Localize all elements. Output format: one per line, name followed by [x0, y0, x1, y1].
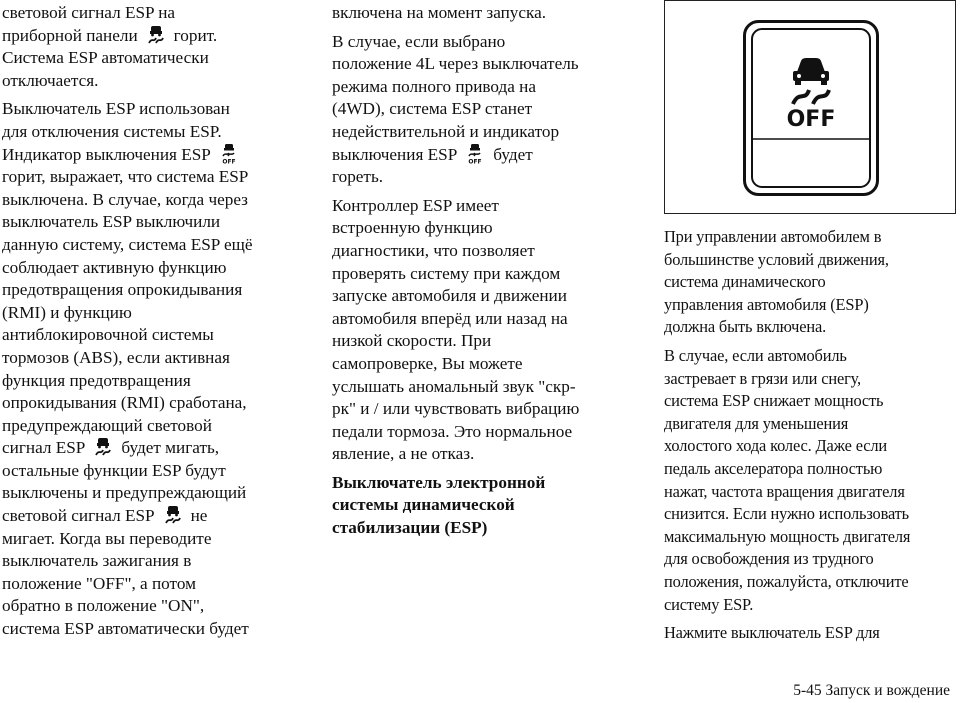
esp-warning-icon	[91, 437, 115, 457]
off-label: OFF	[786, 107, 836, 132]
section-heading: Выключатель электронной системы динамической стабилизации (ESP)	[332, 472, 546, 538]
text: В случае, если выбрано положение 4L через выключатель режима полного привода на (4WD), система ESP станет недействительной и индикатор выключения ESP	[332, 31, 579, 164]
text-column-2	[332, 2, 624, 546]
paragraph: включена на момент запуска.	[332, 3, 547, 22]
text: будет гореть.	[332, 144, 533, 187]
text: горит. Система ESP автоматически отключается.	[2, 25, 218, 90]
text-column-1	[2, 2, 302, 647]
text: не мигает. Когда вы переводите выключатель зажигания в положение "OFF", а потом обратно в положение "ON", система ESP автоматически будет	[2, 506, 249, 639]
paragraph: При управлении автомобилем в большинстве условий движения, система динамического управления автомобиля (ESP) должна быть включена.	[664, 227, 889, 337]
text: Выключатель ESP использован для отключения системы ESP. Индикатор выключения ESP	[2, 99, 230, 164]
paragraph: Нажмите выключатель ESP для	[664, 623, 880, 643]
paragraph: Контроллер ESP имеет встроенную функцию диагностики, что позволяет проверять систему при каждом запуске автомобиля и движении автомобиля вперёд или назад на низкой скорости. При самопроверке, Вы можете услышать аномальный звук "скр- рк" и / или чувствовать вибрацию педали тормоза. Это нормальное явление, а не отказ.	[332, 195, 580, 464]
esp-off-icon	[217, 144, 241, 164]
esp-off-icon	[463, 144, 487, 164]
text-column-3	[664, 226, 960, 651]
paragraph	[2, 2, 302, 92]
paragraph: В случае, если автомобиль застревает в грязи или снегу, система ESP снижает мощность двигателя для уменьшения холостого хода колес. Даже если педаль акселератора полностью нажат, частота вращения двигателя снизится. Если нужно использовать максимальную мощность двигателя для освобождения из трудного положения, пожалуйста, отключите систему ESP.	[664, 345, 911, 614]
text: горит, выражает, что система ESP выключена. В случае, когда через выключатель ESP выключили данную систему, система ESP ещё соблюдает активную функцию предотвращения опрокидывания (RMI) и функцию антиблокировочной системы тормозов (ABS), если активная функция предотвращения опрокидывания (RMI) сработана, предупреждающий световой сигнал ESP	[2, 167, 253, 458]
paragraph	[332, 31, 624, 189]
text: будет мигать, остальные функции ESP будут выключены и предупреждающий световой сигнал ESP	[2, 438, 247, 526]
esp-off-switch-icon	[743, 20, 879, 196]
esp-switch-figure	[664, 0, 956, 214]
esp-warning-icon	[161, 505, 185, 525]
text: световой сигнал ESP на приборной панели	[2, 3, 176, 45]
svg-text:OFF: OFF	[222, 158, 236, 164]
paragraph	[2, 98, 302, 640]
svg-text:OFF: OFF	[468, 158, 482, 164]
esp-warning-icon	[144, 25, 168, 45]
page-footer: 5-45 Запуск и вождение	[793, 682, 950, 699]
